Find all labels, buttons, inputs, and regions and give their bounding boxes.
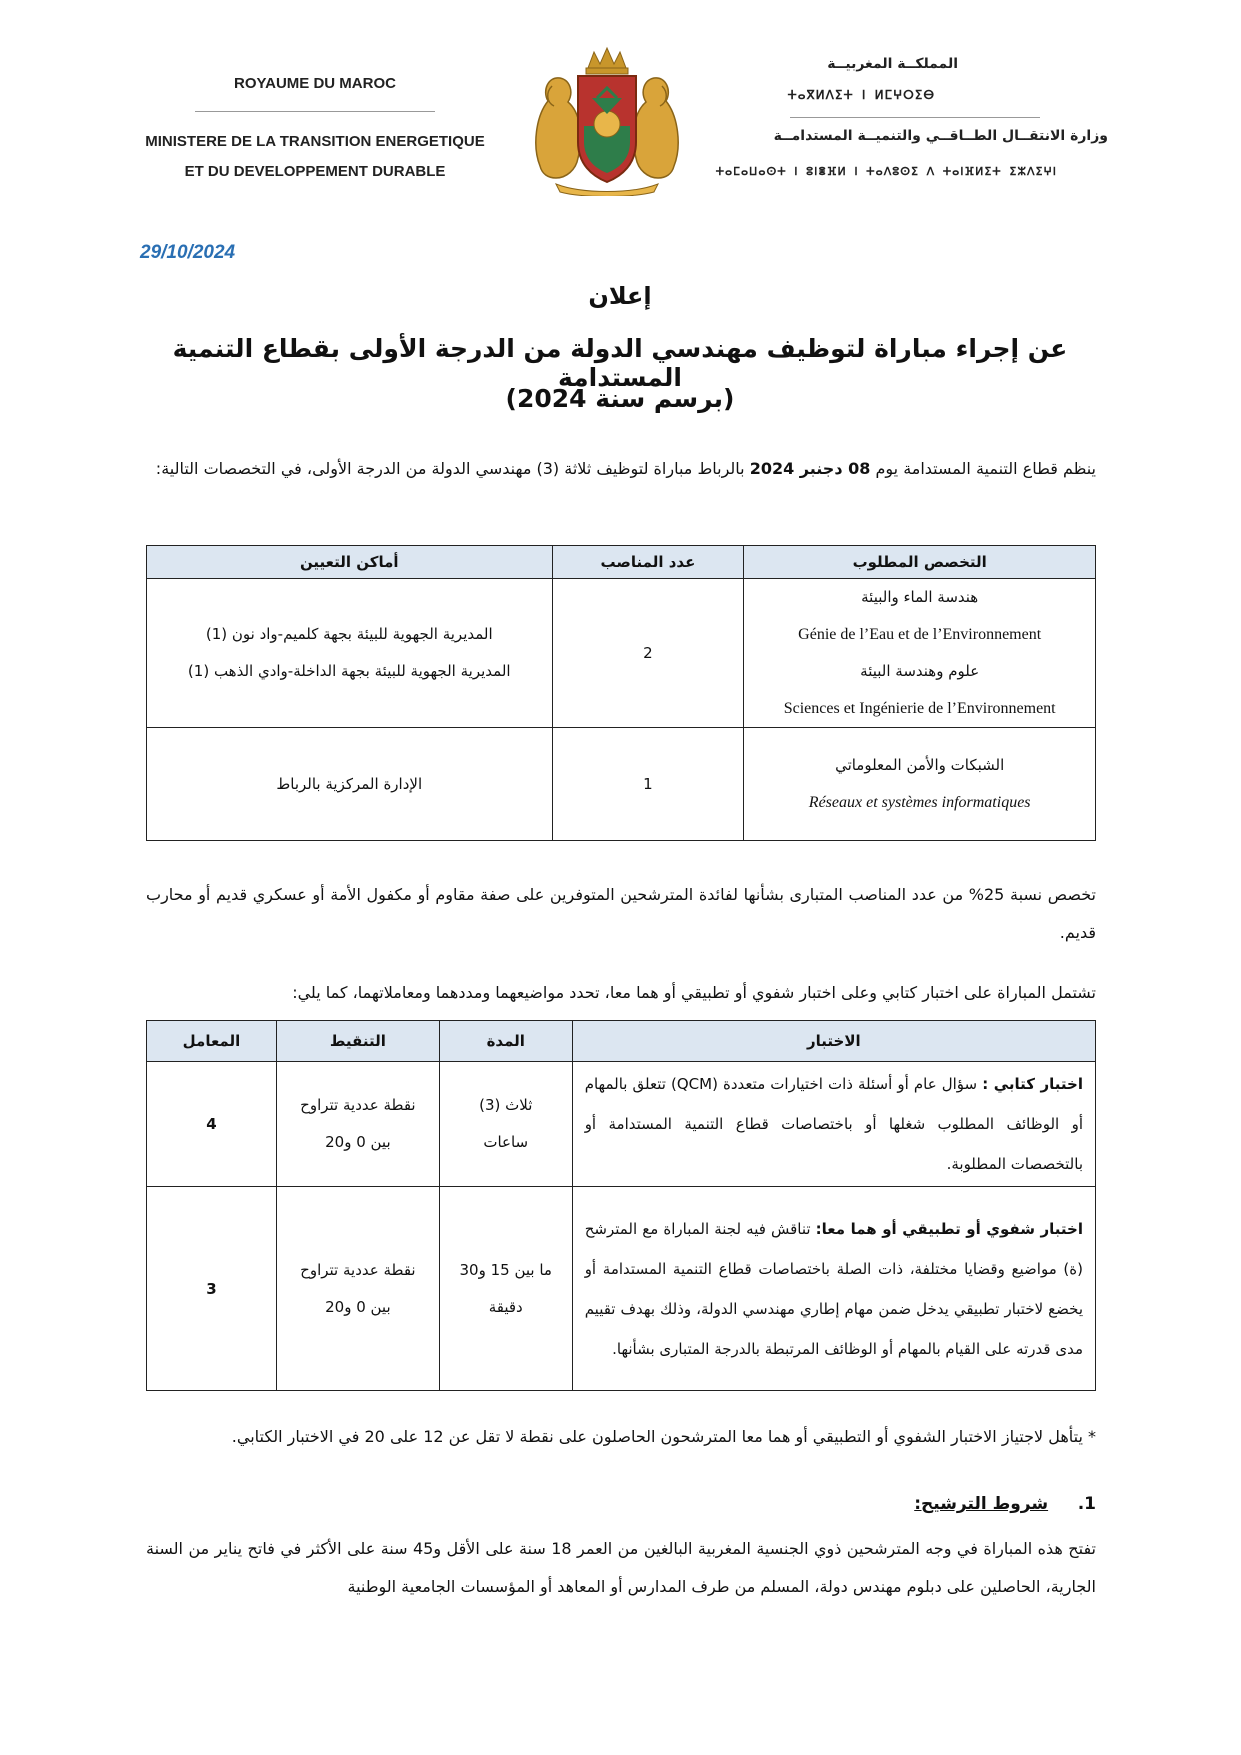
exam-row2-coefficient: 3 xyxy=(147,1187,277,1391)
header-fr-ministry-line1: MINISTERE DE LA TRANSITION ENERGETIQUE xyxy=(145,133,485,150)
posts-table xyxy=(146,545,1096,841)
intro-date: 08 دجنبر 2024 xyxy=(749,459,871,478)
specialty-line: الشبكات والأمن المعلوماتي xyxy=(835,756,1005,774)
exam-row1-label: اختبار كتابي : xyxy=(982,1075,1083,1093)
grading-line: نقطة عددية تتراوح xyxy=(300,1260,416,1279)
posts-row2-specialty xyxy=(744,728,1096,841)
posts-header-locations: أماكن التعيين xyxy=(147,546,553,579)
posts-header-count: عدد المناصب xyxy=(552,546,744,579)
exam-header-coefficient: المعامل xyxy=(147,1021,277,1062)
header-fr-kingdom: ROYAUME DU MAROC xyxy=(234,75,396,92)
section1-title: شروط الترشيح: xyxy=(914,1494,1049,1514)
header-ar-kingdom: المملكــة المغربيــة xyxy=(827,56,958,72)
exam-table-header xyxy=(147,1021,1096,1062)
title-year: (برسم سنة 2024) xyxy=(505,384,735,413)
announcement-date: 29/10/2024 xyxy=(140,242,236,263)
duration-line: دقيقة xyxy=(488,1297,523,1316)
posts-row1-specialty xyxy=(744,579,1096,728)
title-subject: عن إجراء مباراة لتوظيف مهندسي الدولة من الدرجة الأولى بقطاع التنمية المستدامة xyxy=(172,334,1068,392)
title-announcement: إعلان xyxy=(588,282,652,310)
intro-paragraph xyxy=(146,450,1096,488)
exam-row2-test xyxy=(572,1187,1095,1391)
exam-row1-description: سؤال عام أو أسئلة ذات اختيارات متعددة (QCM) تتعلق بالمهام أو الوظائف المطلوب شغلها أو باختصاصات قطاع التنمية المستدامة أو بالتخصصات المطلوبة. xyxy=(584,1075,1083,1173)
intro-before-date: ينظم قطاع التنمية المستدامة يوم xyxy=(870,459,1096,478)
posts-header-specialty: التخصص المطلوب xyxy=(744,546,1096,579)
exam-row2-grading xyxy=(276,1187,439,1391)
posts-row1-count: 2 xyxy=(552,579,744,728)
exam-row1-duration xyxy=(439,1062,572,1187)
header-divider-right xyxy=(790,117,1040,118)
exam-header-duration: المدة xyxy=(439,1021,572,1062)
specialty-line: علوم وهندسة البيئة xyxy=(860,662,980,680)
table-row xyxy=(147,1187,1096,1391)
specialty-line: Réseaux et systèmes informatiques xyxy=(808,794,1031,811)
specialty-line: هندسة الماء والبيئة xyxy=(861,588,979,606)
duration-line: ثلاث (3) xyxy=(479,1096,533,1114)
section1-number: 1. xyxy=(1077,1494,1096,1514)
grading-line: بين 0 و20 xyxy=(325,1297,391,1316)
posts-row2-locations xyxy=(147,728,553,841)
exam-row1-coefficient: 4 xyxy=(147,1062,277,1187)
posts-row2-count: 1 xyxy=(552,728,744,841)
header-tif-kingdom: ⵜⴰⴳⵍⴷⵉⵜ ⵏ ⵍⵎⵖⵔⵉⴱ xyxy=(787,88,935,102)
exam-row1-grading xyxy=(276,1062,439,1187)
exam-intro: تشتمل المباراة على اختبار كتابي وعلى اختبار شفوي أو تطبيقي أو هما معا، تحدد مواضيعهما ومددهما ومعاملاتهما، كما يلي: xyxy=(292,983,1096,1002)
exam-row2-description: تناقش فيه لجنة المباراة مع المترشح (ة) مواضيع وقضايا مختلفة، ذات الصلة باختصاصات قطاع التنمية المستدامة أو يخضع لاختبار تطبيقي يدخل ضمن مهام إطاري مهندسي الدولة، وذلك بهدف تقييم مدى قدرته على القيام بالمهام أو الوظائف المرتبطة بالدرجة المتبارى بشأنها. xyxy=(584,1219,1083,1358)
exam-table xyxy=(146,1020,1096,1391)
qualification-note: * يتأهل لاجتياز الاختبار الشفوي أو التطبيقي أو هما معا المترشحون الحاصلون على نقطة لا تقل عن 12 على 20 في الاختبار الكتابي. xyxy=(231,1427,1096,1446)
table-row xyxy=(147,1062,1096,1187)
section1-text: تفتح هذه المباراة في وجه المترشحين ذوي الجنسية المغربية البالغين من العمر 18 سنة على الأقل و45 سنة على الأكثر في فاتح يناير من السنة الجارية، الحاصلين على دبلوم مهندس دولة، المسلم من طرف المدارس أو المعاهد أو المؤسسات الجامعية الوطنية xyxy=(146,1539,1096,1596)
location-line: المديرية الجهوية للبيئة بجهة الداخلة-وادي الذهب (1) xyxy=(187,662,511,680)
table-row xyxy=(147,728,1096,841)
duration-line: ساعات xyxy=(483,1133,529,1151)
section1-heading xyxy=(914,1494,1096,1514)
table-row xyxy=(147,579,1096,728)
duration-line: ما بين 15 و30 xyxy=(459,1260,552,1279)
exam-header-grading: التنقيط xyxy=(276,1021,439,1062)
exam-header-test: الاختبار xyxy=(572,1021,1095,1062)
header-tif-ministry: ⵜⴰⵎⴰⵡⴰⵙⵜ ⵏ ⵓⵏⴻⴼⵍ ⵏ ⵜⴰⴷⵓⵙⵉ ⴷ ⵜⴰⵏⴼⵍⵉⵜ ⵉⵣⴷⵉⵖⵏ xyxy=(715,165,1057,178)
posts-table-header xyxy=(147,546,1096,579)
header-ar-ministry: وزارة الانتقــال الطــاقــي والتنميــة المستدامــة xyxy=(773,128,1108,144)
location-line: الإدارة المركزية بالرباط xyxy=(276,774,423,793)
intro-after-date: بالرباط مباراة لتوظيف ثلاثة (3) مهندسي الدولة من الدرجة الأولى، في التخصصات التالية: xyxy=(155,459,750,478)
exam-row1-test xyxy=(572,1062,1095,1187)
exam-row2-duration xyxy=(439,1187,572,1391)
header-divider-left xyxy=(195,111,435,112)
exam-row2-label: اختبار شفوي أو تطبيقي أو هما معا: xyxy=(815,1219,1083,1238)
posts-row1-locations xyxy=(147,579,553,728)
quota-paragraph: تخصص نسبة 25% من عدد المناصب المتبارى بشأنها لفائدة المترشحين المتوفرين على صفة مقاوم أو مكفول الأمة أو عسكري قديم أو محارب قديم. xyxy=(146,885,1097,942)
moroccan-coat-of-arms-icon xyxy=(522,46,692,196)
grading-line: نقطة عددية تتراوح xyxy=(300,1096,416,1114)
specialty-line: Sciences et Ingénierie de l’Environnement xyxy=(783,700,1056,717)
header-fr-ministry-line2: ET DU DEVELOPPEMENT DURABLE xyxy=(184,163,446,180)
specialty-line: Génie de l’Eau et de l’Environnement xyxy=(798,626,1042,643)
location-line: المديرية الجهوية للبيئة بجهة كلميم-واد نون (1) xyxy=(205,625,493,643)
grading-line: بين 0 و20 xyxy=(325,1133,391,1151)
